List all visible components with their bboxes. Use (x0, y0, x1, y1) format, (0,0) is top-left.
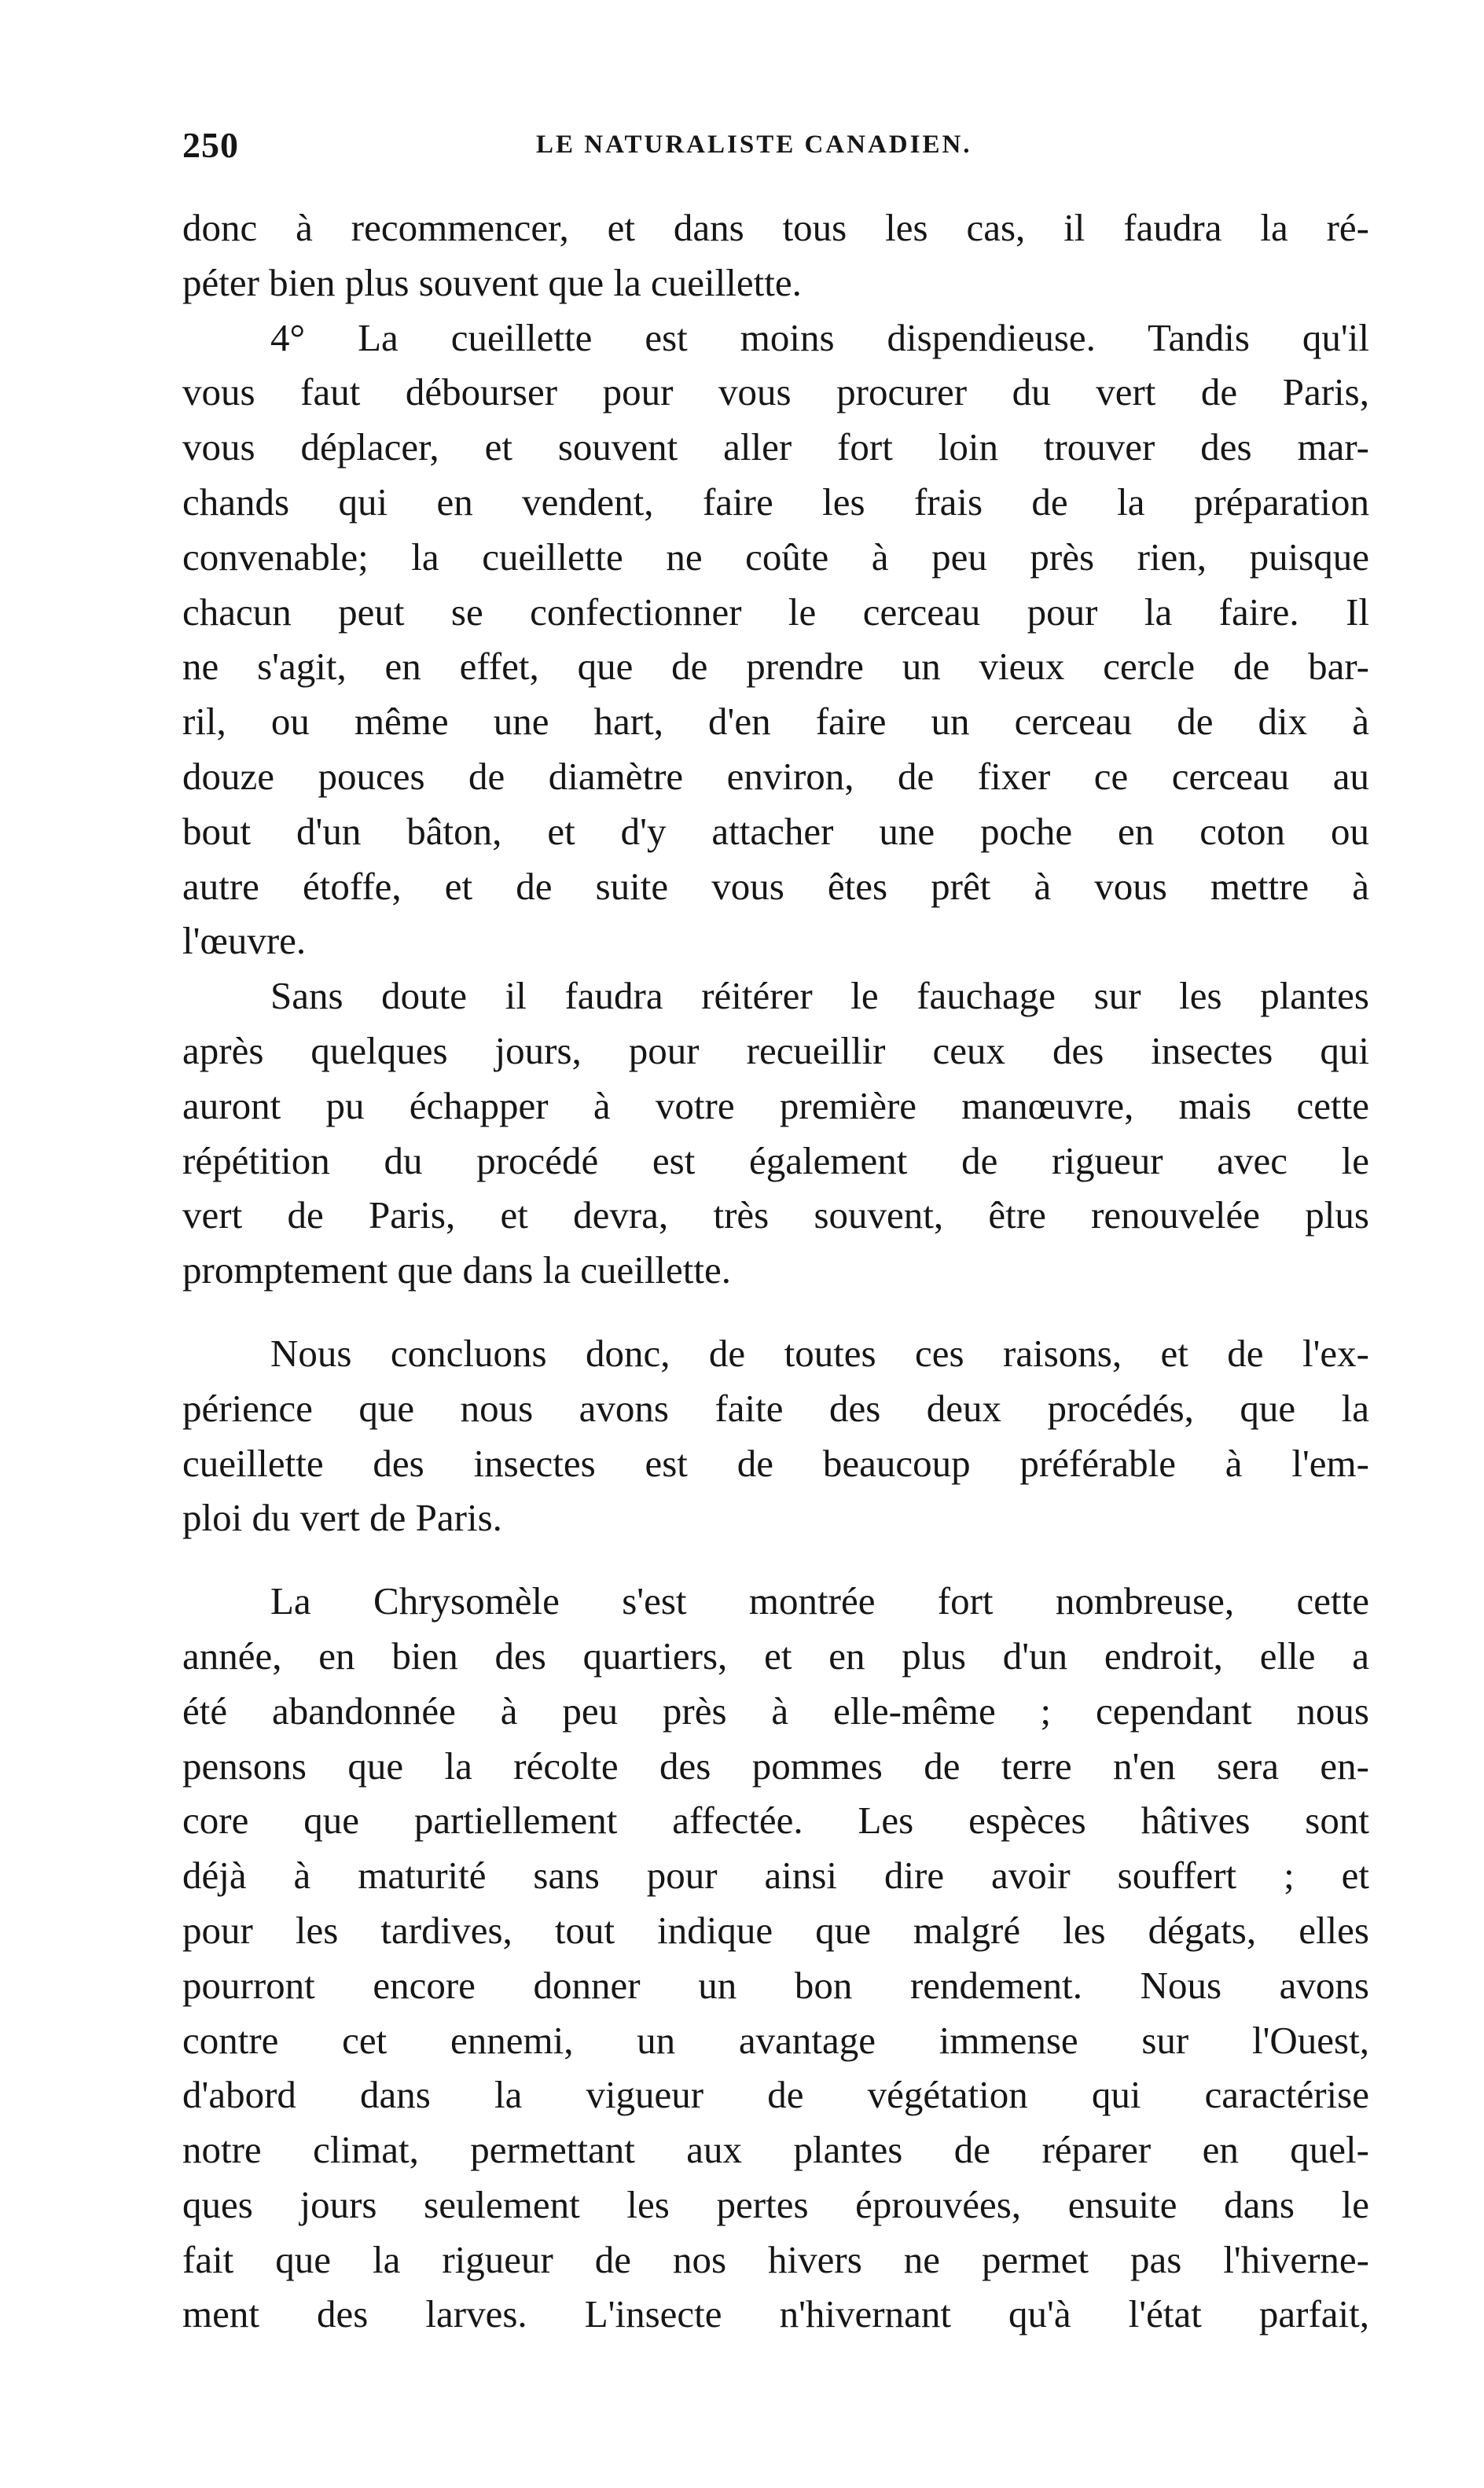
text-line: après quelques jours, pour recueillir ceux des insectes qui (182, 1028, 1369, 1072)
text-line: La Chrysomèle s'est montrée fort nombreuse, cette (270, 1579, 1369, 1623)
text-line: Sans doute il faudra réitérer le fauchage sur les plantes (270, 974, 1369, 1018)
text-line: pensons que la récolte des pommes de terre n'en sera en- (182, 1744, 1369, 1788)
text-line: notre climat, permettant aux plantes de réparer en quel- (182, 2128, 1369, 2172)
body-text (182, 200, 1369, 2342)
text-line: pour les tardives, tout indique que malgré les dégats, elles (182, 1908, 1369, 1952)
text-line: cueillette des insectes est de beaucoup préférable à l'em- (182, 1441, 1369, 1485)
text-line: l'œuvre. (182, 919, 307, 963)
text-line: convenable; la cueillette ne coûte à peu près rien, puisque (182, 535, 1369, 579)
paragraph-chrysomele (182, 1574, 1369, 2342)
text-line: donc à recommencer, et dans tous les cas, il faudra la ré- (182, 206, 1369, 249)
paragraph-conclusion (182, 1326, 1369, 1545)
text-line: douze pouces de diamètre environ, de fixer ce cerceau au (182, 754, 1369, 798)
text-line: vous déplacer, et souvent aller fort loin trouver des mar- (182, 425, 1369, 469)
paragraph-fauchage (182, 968, 1369, 1298)
text-line: d'abord dans la vigueur de végétation qui caractérise (182, 2073, 1369, 2117)
text-line: promptement que dans la cueillette. (182, 1248, 732, 1292)
text-line: pourront encore donner un bon rendement. Nous avons (182, 1963, 1369, 2007)
text-line: bout d'un bâton, et d'y attacher une poche en coton ou (182, 809, 1369, 853)
text-line: core que partiellement affectée. Les espèces hâtives sont (182, 1799, 1369, 1843)
text-line: autre étoffe, et de suite vous êtes prêt à vous mettre à (182, 864, 1369, 908)
text-line: ne s'agit, en effet, que de prendre un vieux cercle de bar- (182, 645, 1369, 689)
text-line: 4° La cueillette est moins dispendieuse. Tandis qu'il (270, 315, 1369, 359)
text-line: Nous concluons donc, de toutes ces raisons, et de l'ex- (270, 1331, 1369, 1375)
text-line: auront pu échapper à votre première manœuvre, mais cette (182, 1083, 1369, 1127)
text-line: déjà à maturité sans pour ainsi dire avoir souffert ; et (182, 1854, 1369, 1898)
text-line: ploi du vert de Paris. (182, 1496, 502, 1540)
page-number: 250 (182, 125, 239, 165)
text-line: répétition du procédé est également de rigueur avec le (182, 1138, 1369, 1182)
journal-title: LE NATURALISTE CANADIEN. (536, 130, 972, 159)
text-line: ril, ou même une hart, d'en faire un cerceau de dix à (182, 700, 1369, 744)
text-line: péter bien plus souvent que la cueillette. (182, 260, 802, 304)
paragraph-gap (182, 1298, 1369, 1326)
text-line: chands qui en vendent, faire les frais de la préparation (182, 480, 1369, 524)
text-line: vous faut débourser pour vous procurer du vert de Paris, (182, 370, 1369, 414)
paragraph-continuation (182, 200, 1369, 311)
running-head (182, 124, 1369, 171)
text-line: année, en bien des quartiers, et en plus d'un endroit, elle a (182, 1634, 1369, 1678)
text-line: ment des larves. L'insecte n'hivernant qu'à l'état parfait, (182, 2292, 1369, 2336)
text-line: contre cet ennemi, un avantage immense sur l'Ouest, (182, 2018, 1369, 2062)
text-line: ques jours seulement les pertes éprouvées, ensuite dans le (182, 2182, 1369, 2226)
text-line: périence que nous avons faite des deux procédés, que la (182, 1386, 1369, 1430)
text-line: chacun peut se confectionner le cerceau pour la faire. Il (182, 590, 1369, 634)
text-line: vert de Paris, et devra, très souvent, être renouvelée plus (182, 1193, 1369, 1237)
text-line: été abandonnée à peu près à elle-même ; cependant nous (182, 1689, 1369, 1733)
text-line: fait que la rigueur de nos hivers ne permet pas l'hiverne- (182, 2237, 1369, 2281)
paragraph-point-4 (182, 311, 1369, 969)
paragraph-gap (182, 1545, 1369, 1574)
